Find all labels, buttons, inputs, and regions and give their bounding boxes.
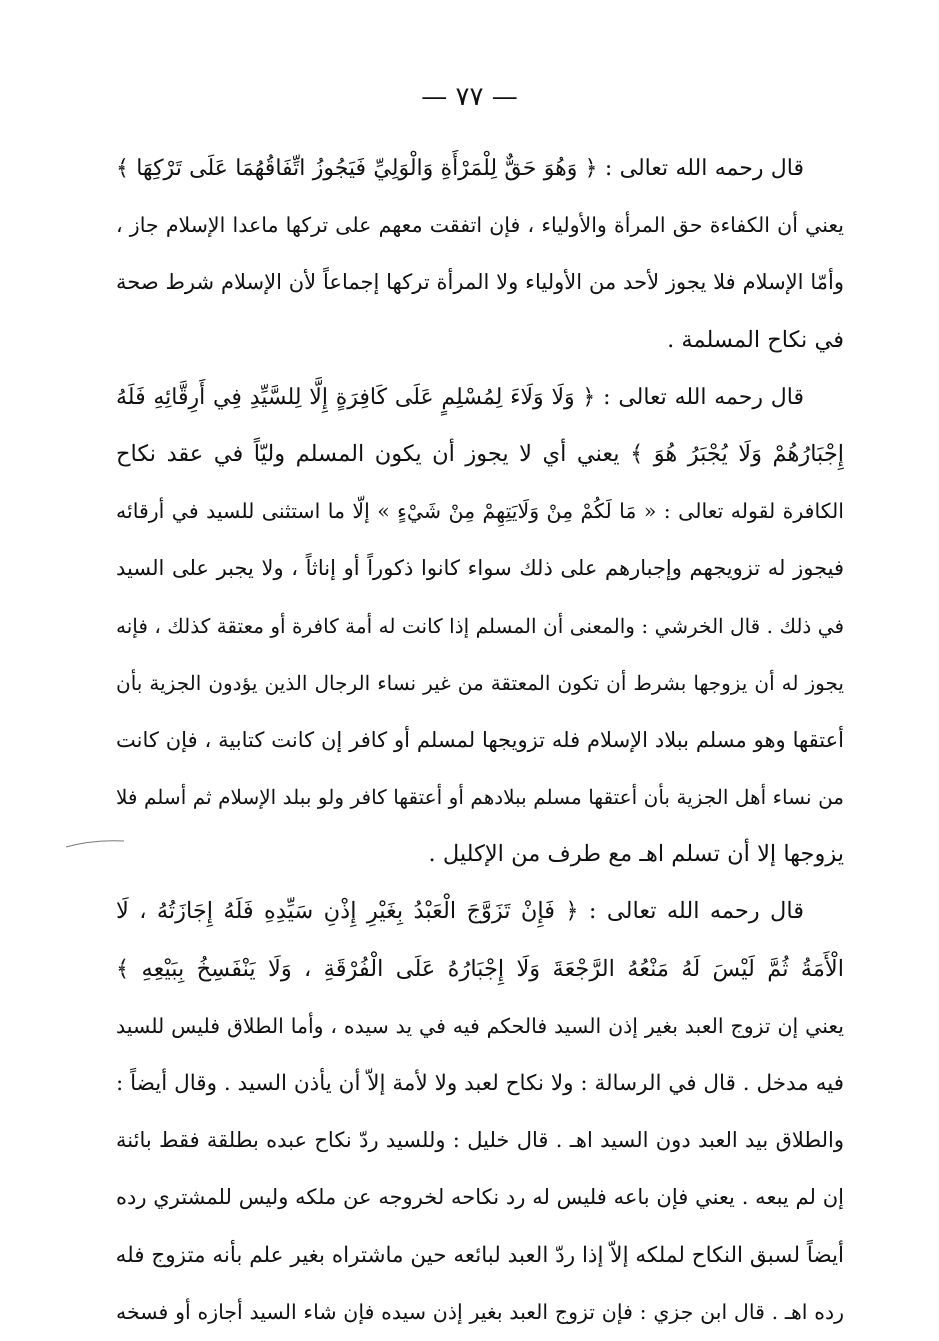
text-line: إن لم يبعه . يعني فإن باعه فليس له رد نكاحه لخروجه عن ملكه وليس للمشتري رده — [116, 1185, 844, 1210]
text-line: والطلاق بيد العبد دون السيد اهـ . قال خليل : وللسيد ردّ نكاح عبده بطلقة فقط بائنة — [116, 1128, 844, 1153]
text-line: أعتقها وهو مسلم ببلاد الإسلام فله تزويجها لمسلم أو كافر إن كانت كتابية ، فإن كانت — [116, 727, 844, 752]
text-body — [116, 140, 844, 1341]
paragraph-2 — [116, 369, 844, 884]
text-line: يجوز له أن يزوجها بشرط أن تكون المعتقة من غير نساء الرجال الذين يؤدون الجزية بأن — [116, 670, 844, 695]
text-line: إِجْبَارُهُمْ وَلَا يُجْبَرُ هُوَ ﴾ يعني أي لا يجوز أن يكون المسلم وليّاً في عقد نكاح — [116, 440, 844, 467]
paragraph-1 — [116, 140, 844, 369]
text-line: يزوجها إلا أن تسلم اهـ مع طرف من الإكليل . — [428, 841, 844, 868]
text-line: يعني إن تزوج العبد بغير إذن السيد فالحكم فيه في يد سيده ، وأما الطلاق فليس للسيد — [116, 1013, 844, 1038]
text-line: فيجوز له تزويجهم وإجبارهم على ذلك سواء كانوا ذكوراً أو إناثاً ، ولا يجبر على السيد — [116, 556, 844, 581]
text-line: الْأَمَةُ ثُمَّ لَيْسَ لَهُ مَنْعُهُ الرَّجْعَةَ وَلَا إِجْبَارُهُ عَلَى الْفُرْقَةِ ، وَلَا يَنْفَسِخُ بِبَيْعِهِ ﴾ — [116, 955, 844, 982]
text-line: قال رحمه الله تعالى : ﴿ وَهُوَ حَقٌّ لِلْمَرْأَةِ وَالْوَلِيِّ فَيَجُوزُ اتِّفَاقُهُمَا عَلَى تَرْكِهَا ﴾ — [116, 156, 804, 181]
text-line: من نساء أهل الجزية بأن أعتقها مسلم ببلادهم أو أعتقها كافر ولو ببلد الإسلام ثم أسلم فلا — [116, 785, 844, 810]
text-line: في ذلك . قال الخرشي : والمعنى أن المسلم إذا كانت له أمة كافرة أو معتقة كذلك ، فإنه — [116, 613, 844, 638]
text-line: وأمّا الإسلام فلا يجوز لأحد من الأولياء ولا المرأة تركها إجماعاً لأن الإسلام شرط صحة — [116, 270, 844, 295]
text-line: قال رحمه الله تعالى : ﴿ وَلَا وَلَاءَ لِمُسْلِمٍ عَلَى كَافِرَةٍ إِلَّا لِلسَّيِّدِ فِي أَرِقَّائِهِ فَلَهُ — [116, 384, 804, 410]
text-line: أيضاً لسبق النكاح لملكه إلاّ إذا ردّ العبد لبائعه حين ماشتراه بغير علم بأنه متزوج فله — [116, 1242, 844, 1268]
page-number: — ٧٧ — — [421, 82, 518, 112]
text-line: الكافرة لقوله تعالى : « مَا لَكُمْ مِنْ وَلَايَتِهِمْ مِنْ شَيْءٍ » إلّا ما استثنى للسيد في أرقائه — [116, 499, 844, 524]
text-line: رده اهـ . قال ابن جزي : فإن تزوج العبد بغير إذن سيده فإن شاء السيد أجازه أو فسخه — [116, 1299, 844, 1324]
text-line: قال رحمه الله تعالى : ﴿ فَإِنْ تَزَوَّجَ الْعَبْدُ بِغَيْرِ إِذْنِ سَيِّدِهِ فَلَهُ إِجَازَتُهُ ، لَا — [116, 898, 804, 925]
text-line: في نكاح المسلمة . — [667, 326, 844, 353]
paragraph-3 — [116, 883, 844, 1341]
text-line: فيه مدخل . قال في الرسالة : ولا نكاح لعبد ولا لأمة إلاّ أن يأذن السيد . وقال أيضاً : — [116, 1071, 844, 1096]
text-line: يعني أن الكفاءة حق المرأة والأولياء ، فإن اتفقت معهم على تركها ماعدا الإسلام جاز ، — [116, 213, 844, 238]
